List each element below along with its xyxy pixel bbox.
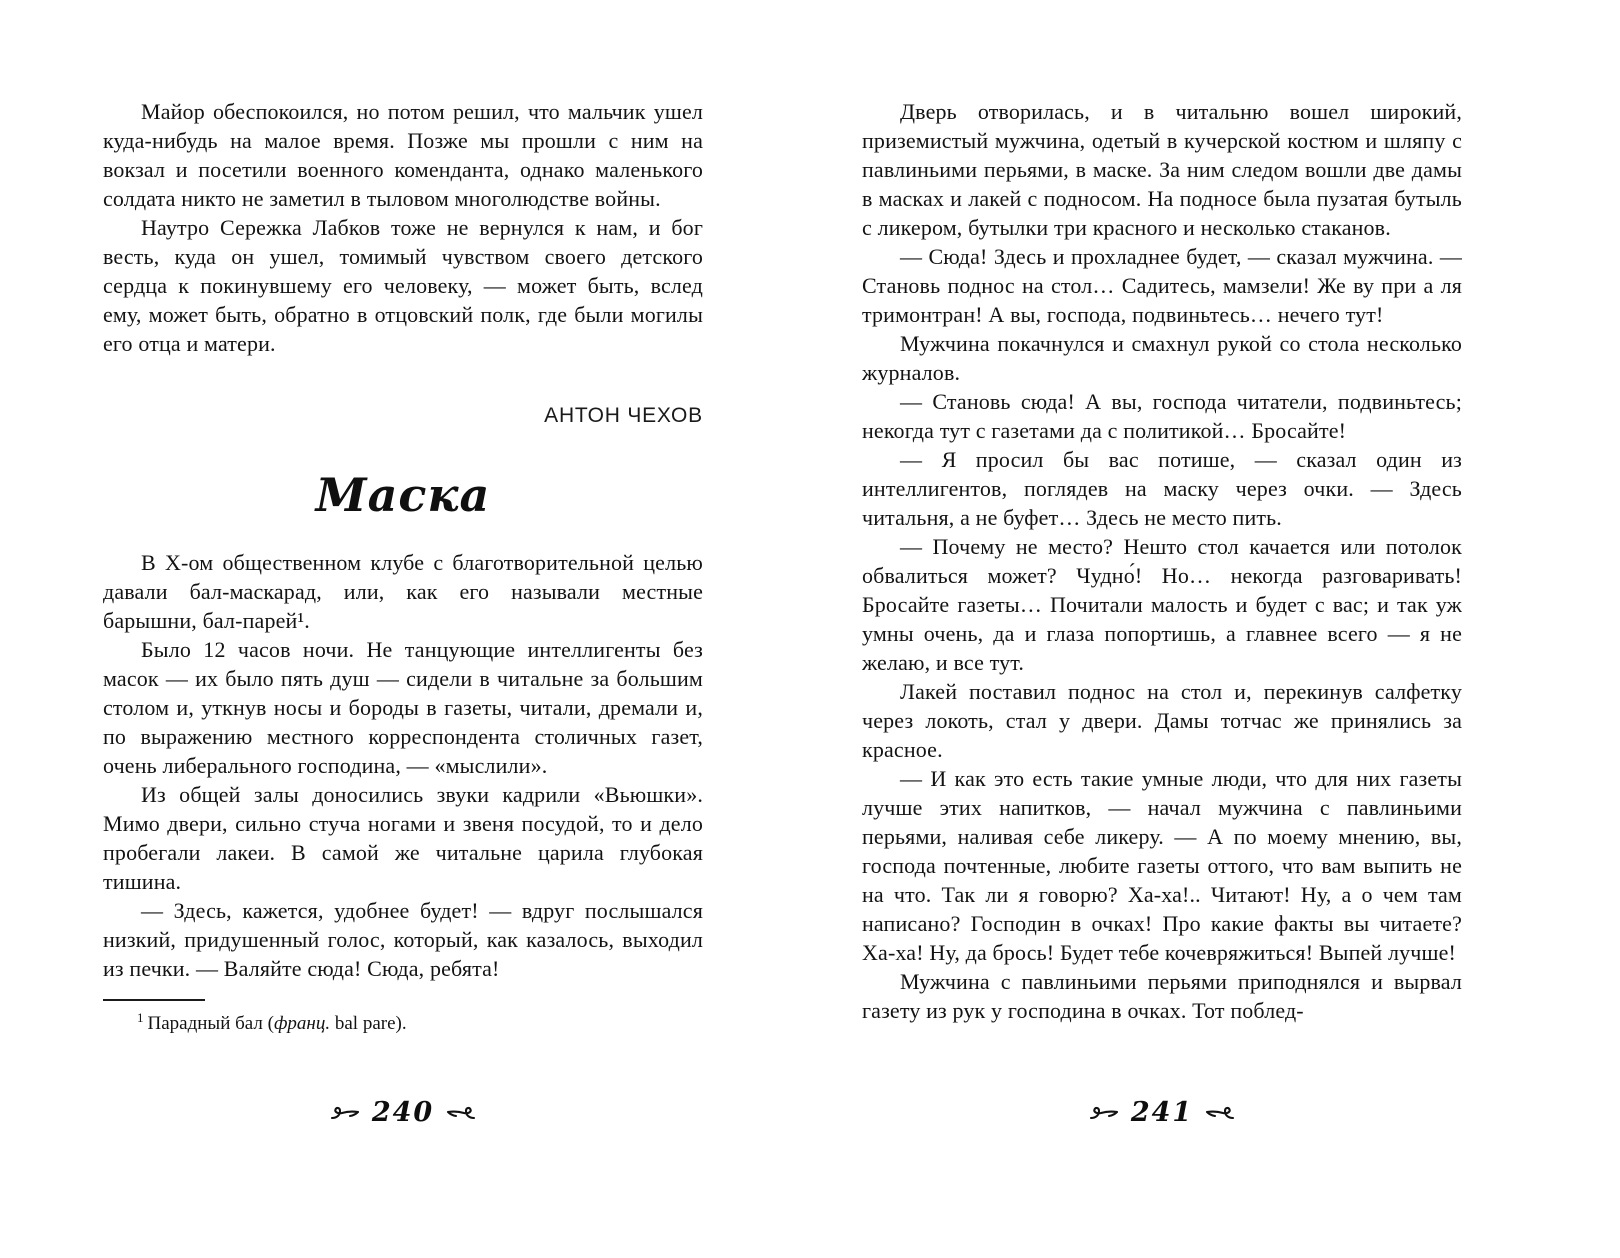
paragraph: Дверь отворилась, и в читальню вошел широкий, приземистый мужчина, одетый в кучерской костюм и шляпу с павлиньими перьями, в маске. За ним следом вошли две дамы в масках и лакей с подносом. На подносе была пузатая бутыль с ликером, бутылки три красного и несколько стаканов. xyxy=(862,99,1462,240)
footnote-divider xyxy=(103,999,205,1001)
paragraph: Мужчина покачнулся и смахнул рукой со стола несколько журналов. xyxy=(862,331,1462,385)
footnote-text xyxy=(103,1011,703,1037)
paragraph: — Становь сюда! А вы, господа читатели, подвиньтесь; некогда тут с газетами да с политикой… Бросайте! xyxy=(862,389,1462,443)
paragraph: Майор обеспокоился, но потом решил, что мальчик ушел куда-нибудь на малое время. Позже мы прошли с ним на вокзал и посетили военного коменданта, однако маленького солдата никто не заметил в тыловом многолюдстве войны. xyxy=(103,99,703,211)
footnote-text-lang: франц. xyxy=(273,1013,331,1034)
flourish-right-icon xyxy=(1205,1104,1235,1122)
page-footer xyxy=(103,1097,703,1128)
paragraph: — Сюда! Здесь и прохладнее будет, — сказал мужчина. — Становь поднос на стол… Садитесь, мамзели! Же ву при а ля тримонтран! А вы, господа, подвиньтесь… нечего тут! xyxy=(862,244,1462,327)
flourish-left-icon xyxy=(330,1104,360,1122)
page-right xyxy=(862,97,1462,1128)
paragraph: — И как это есть такие умные люди, что для них газеты лучше этих напитков, — начал мужчина с павлиньими перьями, наливая себе ликеру. — А по моему мнению, вы, господа почтенные, любите газеты оттого, что вам выпить не на что. Так ли я говорю? Ха-ха!.. Читают! Ну, а о чем там написано? Господин в очках! Про какие факты вы читаете? Ха-ха! Ну, да брось! Будет тебе кочевряжиться! Выпей лучше! xyxy=(862,766,1462,965)
story-title: Маска xyxy=(315,468,491,522)
page-number: 240 xyxy=(371,1097,435,1128)
footnote-text-post: bal pare). xyxy=(330,1013,407,1034)
page-number: 241 xyxy=(1130,1097,1194,1128)
page-footer xyxy=(862,1097,1462,1128)
paragraph: Из общей залы доносились звуки кадрили «Вьюшки». Мимо двери, сильно стуча ногами и звеня посудой, то и дело пробегали лакеи. В самой же читальне царила глубокая тишина. xyxy=(103,782,703,894)
paragraph: Было 12 часов ночи. Не танцующие интеллигенты без масок — их было пять душ — сидели в читальне за большим столом и, уткнув носы и бороды в газеты, читали, дремали и, по выражению местного корреспондента столичных газет, очень либерального господина, — «мыслили». xyxy=(103,637,703,778)
page-left xyxy=(103,97,703,1128)
paragraph: Наутро Сережка Лабков тоже не вернулся к нам, и бог весть, куда он ушел, томимый чувством своего детского сердца к покинувшему его человеку, — может быть, вслед ему, может быть, обратно в отцовский полк, где были могилы его отца и матери. xyxy=(103,215,703,356)
paragraph: — Почему не место? Нешто стол качается или потолок обвалиться может? Чудно́! Но… некогда разговаривать! Бросайте газеты… Почитали малость и будет с вас; и так уж умны очень, да и глаза попортишь, а главнее всего — я не желаю, и все тут. xyxy=(862,534,1462,675)
paragraph: — Я просил бы вас потише, — сказал один из интеллигентов, поглядев на маску через очки. — Здесь читальня, а не буфет… Здесь не место пить. xyxy=(862,447,1462,530)
paragraph: В Х-ом общественном клубе с благотворительной целью давали бал-маскарад, или, как его называли местные барышни, бал-парей¹. xyxy=(103,550,703,633)
flourish-left-icon xyxy=(1089,1104,1119,1122)
footnote-marker: 1 xyxy=(137,1009,144,1025)
paragraph: — Здесь, кажется, удобнее будет! — вдруг послышался низкий, придушенный голос, который, как казалось, выходил из печки. — Валяйте сюда! Сюда, ребята! xyxy=(103,898,703,981)
paragraph: Лакей поставил поднос на стол и, перекинув салфетку через локоть, стал у двери. Дамы тотчас же принялись за красное. xyxy=(862,679,1462,762)
footnote-text-pre: Парадный бал ( xyxy=(147,1013,274,1034)
author-name: АНТОН ЧЕХОВ xyxy=(544,404,703,427)
paragraph: Мужчина с павлиньими перьями приподнялся и вырвал газету из рук у господина в очках. Тот поблед- xyxy=(862,969,1462,1023)
footnote xyxy=(103,999,703,1037)
flourish-right-icon xyxy=(446,1104,476,1122)
